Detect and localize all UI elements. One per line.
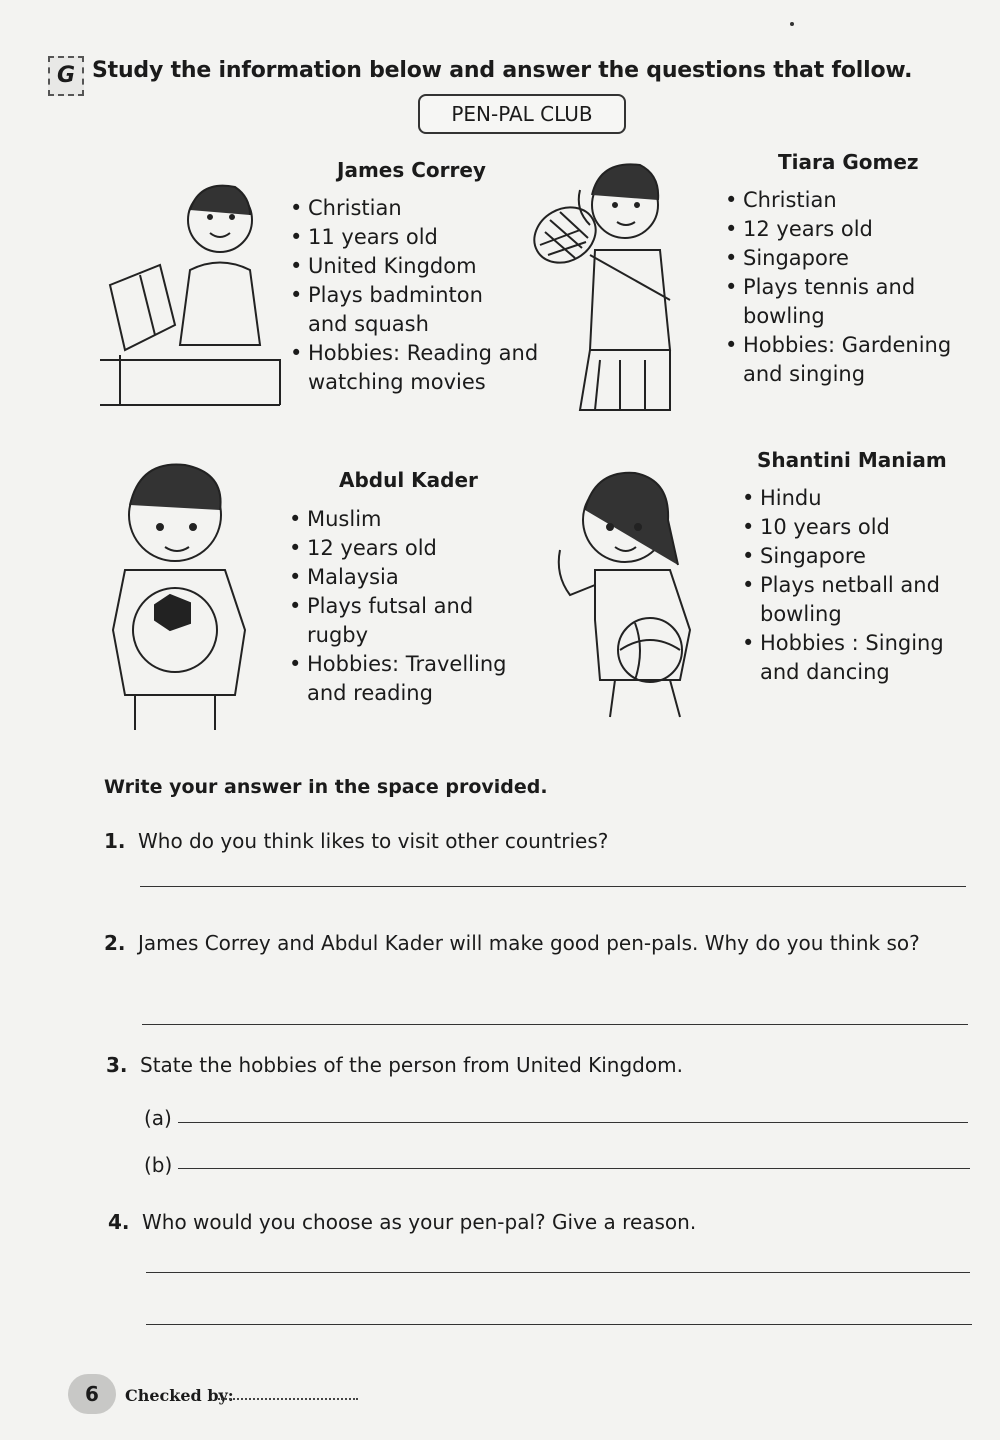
fact-item: • Christian [288,194,548,223]
fact-item: • Plays tennis and bowling [723,273,938,331]
answer-line[interactable] [178,1168,970,1169]
profile-facts [287,505,547,708]
page-number: 6 [68,1374,116,1414]
fact-item: • 12 years old [723,215,973,244]
profile-facts [740,484,970,687]
fact-item: • Hobbies: Travelling and reading [287,650,542,708]
profile-facts [723,186,973,389]
club-title: PEN-PAL CLUB [418,94,626,134]
fact-item: • 10 years old [740,513,970,542]
question-number: 3. [106,1053,128,1077]
questions-heading: Write your answer in the space provided. [104,776,548,798]
question-text: Who do you think likes to visit other countries? [138,829,609,853]
profile-facts [288,194,548,397]
question-text: State the hobbies of the person from United Kingdom. [140,1053,683,1077]
fact-item: • Muslim [287,505,547,534]
boy-reading-illustration [100,175,290,410]
answer-line[interactable] [146,1272,970,1273]
fact-item: • United Kingdom [288,252,548,281]
fact-item: • Malaysia [287,563,547,592]
instruction: Study the information below and answer the questions that follow. [92,58,913,83]
fact-item: • Plays badminton and squash [288,281,508,339]
profile-name: Tiara Gomez [778,150,919,174]
question-2 [104,926,970,960]
fact-item: • Singapore [723,244,973,273]
question-text: James Correy and Abdul Kader will make good pen-pals. Why do you think so? [138,931,920,955]
fact-item: • Hobbies : Singing and dancing [740,629,970,687]
question-4 [108,1205,968,1239]
fact-item: • Plays futsal and rugby [287,592,507,650]
fact-item: • Singapore [740,542,970,571]
profile-name: Shantini Maniam [757,448,947,472]
answer-line[interactable] [146,1324,972,1325]
boy-ball-illustration [105,455,265,735]
fact-item: • Plays netball and bowling [740,571,960,629]
question-1 [104,824,964,858]
stray-dot [790,22,794,26]
answer-line[interactable] [178,1122,968,1123]
girl-netball-illustration [540,455,700,720]
answer-line[interactable] [140,886,966,887]
fact-item: • 12 years old [287,534,547,563]
profile-name: Abdul Kader [339,468,478,492]
checked-by-label: Checked by: [125,1386,234,1405]
sub-label-b: (b) [144,1153,173,1177]
profile-name: James Correy [337,158,486,182]
sub-label-a: (a) [144,1106,172,1130]
question-number: 2. [104,931,126,955]
question-number: 1. [104,829,126,853]
fact-item: • Hobbies: Gardening and singing [723,331,983,389]
signature-line [218,1398,358,1400]
fact-item: • Christian [723,186,973,215]
section-label: G [48,56,84,96]
question-number: 4. [108,1210,130,1234]
answer-line[interactable] [142,1024,968,1025]
fact-item: • Hindu [740,484,970,513]
fact-item: • 11 years old [288,223,548,252]
fact-item: • Hobbies: Reading and watching movies [288,339,553,397]
question-text: Who would you choose as your pen-pal? Give a reason. [142,1210,697,1234]
question-3 [106,1048,966,1082]
